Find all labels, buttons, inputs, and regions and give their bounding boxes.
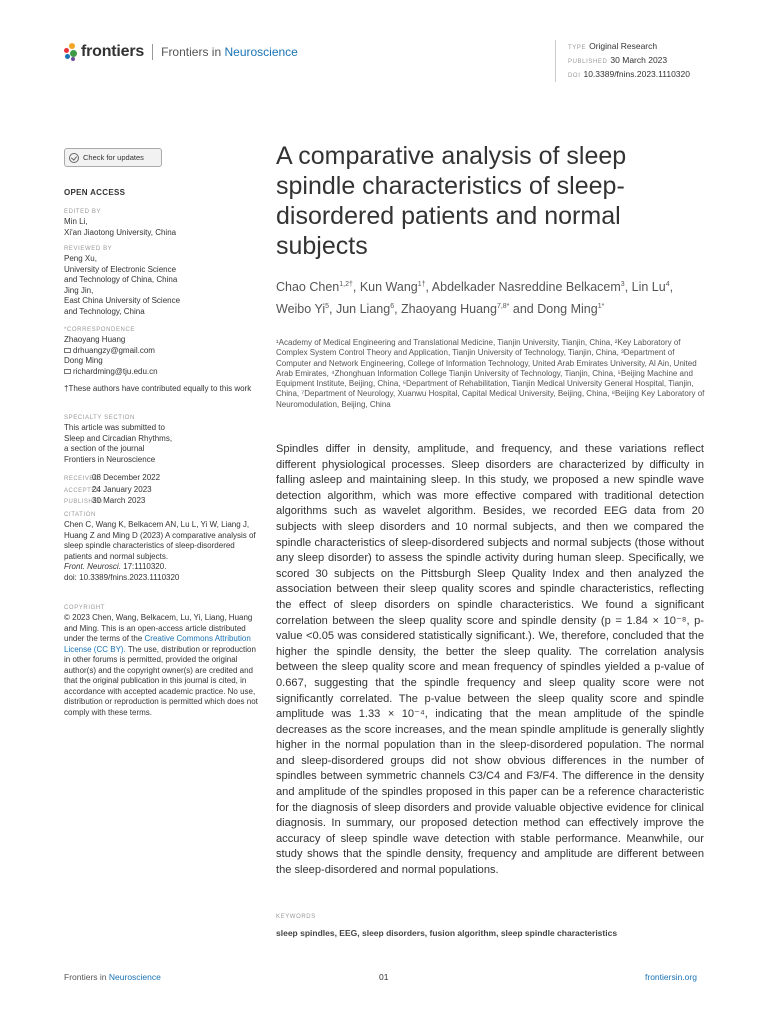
- author-8[interactable]: Dong Ming$^{1*}$: [537, 302, 605, 317]
- cc-by-license-link[interactable]: Creative Commons Attribution License (CC BY).: [64, 634, 251, 654]
- keywords-label: KEYWORDS: [276, 914, 316, 920]
- article-meta: [555, 40, 690, 82]
- author-1[interactable]: Chao Chen$^{1,2\dagger}$: [276, 280, 353, 295]
- correspondence-section: *CORRESPONDENCE Zhaoyang Huang drhuangzy@gmail.com Dong Ming richardming@tju.edu.cn: [64, 327, 158, 376]
- published-label: PUBLISHED: [568, 59, 608, 65]
- check-circle-icon: [69, 153, 79, 163]
- citation-doi[interactable]: doi: 10.3389/fnins.2023.1110320: [64, 572, 180, 582]
- keywords: sleep spindles, EEG, sleep disorders, fusion algorithm, sleep spindle characteristics: [276, 928, 618, 938]
- received-date: 08 December 2022: [92, 473, 161, 482]
- author-5[interactable]: Weibo Yi$^5$: [276, 302, 330, 317]
- frontiers-logo-icon: [64, 43, 78, 61]
- affiliations: ¹Academy of Medical Engineering and Translational Medicine, Tianjin University, Tianjin, China, ²Key Laboratory of Complex System Control Theory and Application, Tianjin University of Technology, Tianjin, China, ³Department of Computer and Network Engineering, College of Information Technology, United Arab Emirates University, Al Ain, United Arab Emirates, ⁴Zhonghuan Information College Tianjin University of Technology, Tianjin, China, ⁵Beijing Machine and Equipment Institute, Beijing, China, ⁶Department of Rehabilitation, Tianjin Medical University General Hospital, Tianjin, China, ⁷Department of Neurology, Xuanwu Hospital, Capital Medical University, Beijing, China, ⁸Beijing Key Laboratory of Neuromodulation, Beijing, China: [276, 338, 705, 409]
- citation-section: CITATION Chen C, Wang K, Belkacem AN, Lu L, Yi W, Liang J, Huang Z and Ming D (2023) A comparative analysis of sleep spindle characteristics of sleep-disordered patients and normal subjects. Front. Neurosci. 17:1110320. doi: 10.3389/fnins.2023.1110320: [64, 511, 260, 583]
- edited-by-section: EDITED BY Min Li, Xi'an Jiaotong University, China: [64, 209, 177, 237]
- check-for-updates-button[interactable]: [64, 148, 162, 167]
- journal-name[interactable]: Frontiers in Neuroscience: [161, 45, 298, 59]
- page-number: 01: [379, 972, 389, 982]
- frontiers-logo[interactable]: [64, 43, 298, 61]
- abstract: Spindles differ in density, amplitude, and frequency, and these variations reflect different physiological processes. Sleep disorders are characterized by difficulty in falling asleep and maintaining sleep. In this study, we proposed a new spindle wave detection algorithm, which was more effective compared with traditional detection algorithms such as wavelet algorithm. Besides, we recorded EEG data from 20 subjects with sleep disorders and 10 normal subjects, and then we compared the spindle characteristics of sleep-disordered subjects and normal subjects (those without any sleep disorder) to assess the spindle activity during human sleep. Specifically, we scored 30 subjects on the Pittsburgh Sleep Quality Index and then analyzed the association between their sleep quality scores and spindle characteristics, reflecting the effect of sleep disorders on spindle characteristics. We found a significant correlation between the sleep quality score and spindle density (p = 1.84 × 10⁻⁸, p-value <0.05 was considered statistically significant.). We, therefore, concluded that the higher the spindle density, the better the sleep quality. The correlation analysis between the sleep quality score and mean frequency of spindles yielded a p-value of 0.667, suggesting that the spindle frequency and sleep quality score were not significantly correlated. The p-value between the sleep quality score and spindle amplitude was 1.33 × 10⁻⁴, indicating that the mean amplitude of the spindle decreases as the score increases, and the mean spindle amplitude is generally slightly higher in the normal population than in the sleep-disordered population. The normal and sleep-disordered groups did not show obvious differences in the number of spindles between symmetric channels C3/C4 and F3/F4. The difference in the density and amplitude of the spindles proposed in this paper can be a reference characteristic for the diagnosis of sleep disorders and provide valuable objective evidence for clinical diagnosis. In summary, our proposed detection method can effectively improve the accuracy of sleep spindle wave detection with stable performance. Meanwhile, our study shows that the spindle density, frequency and amplitude are different between the sleep-disordered and normal populations.: [276, 443, 704, 877]
- author-list: Chao Chen$^{1,2\dagger}$, Kun Wang$^{1\dagger}$, Abdelkader Nasreddine Belkacem$^3$, Lin Lu$^4$, Weibo Yi$^5$, Jun Liang$^6$, Zhaoyang Huang$^{7,8*}$ and Dong Ming$^{1*}$: [276, 280, 674, 317]
- check-updates-label: Check for updates: [83, 153, 144, 162]
- author-2[interactable]: Kun Wang$^{1\dagger}$: [359, 280, 426, 295]
- published-value: 30 March 2023: [610, 55, 668, 65]
- doi-value[interactable]: 10.3389/fnins.2023.1110320: [583, 69, 690, 79]
- open-access: OPEN ACCESS: [64, 188, 126, 197]
- brand-name: frontiers: [81, 43, 145, 60]
- published-date: 30 March 2023: [92, 496, 146, 505]
- footer-site-link[interactable]: frontiersin.org: [645, 972, 697, 982]
- doi-label: DOI: [568, 73, 581, 79]
- reviewed-by-section: REVIEWED BY Peng Xu, University of Electronic Science and Technology of China, China Jing Jin, East China University of Science and Technology, China: [64, 246, 181, 316]
- author-3[interactable]: Abdelkader Nasreddine Belkacem$^3$: [431, 280, 625, 295]
- footer-journal[interactable]: Frontiers in Neuroscience: [64, 972, 161, 982]
- email-link-2[interactable]: richardming@tju.edu.cn: [73, 366, 158, 376]
- accepted-date: 24 January 2023: [92, 484, 152, 494]
- author-6[interactable]: Jun Liang$^6$: [335, 302, 395, 317]
- equal-contribution-note: †These authors have contributed equally to this work: [64, 384, 252, 393]
- email-link-1[interactable]: drhuangzy@gmail.com: [73, 345, 155, 355]
- type-value: Original Research: [589, 41, 658, 51]
- copyright-section: COPYRIGHT © 2023 Chen, Wang, Belkacem, Lu, Yi, Liang, Huang and Ming. This is an open-access article distributed under the terms of the Creative Commons Attribution License (CC BY). The use, distribution or reproduction in other forums is permitted, provided the original author(s) and the copyright owner(s) are credited and that the original publication in this journal is cited, in accordance with accepted academic practice. No use, distribution or reproduction is permitted which does not comply with these terms.: [64, 605, 258, 717]
- mail-icon: [64, 369, 71, 374]
- dates-section: RECEIVED08 December 2022 ACCEPTED24 January 2023 PUBLISHED30 March 2023: [64, 473, 161, 505]
- type-label: TYPE: [568, 45, 587, 51]
- author-7[interactable]: Zhaoyang Huang$^{7,8*}$: [401, 302, 510, 317]
- article-title: A comparative analysis of sleep spindle characteristics of sleep-disordered patients and normal subjects: [276, 142, 627, 260]
- specialty-section: SPECIALTY SECTION This article was submitted to Sleep and Circadian Rhythms, a section of the journal Frontiers in Neuroscience: [64, 415, 173, 464]
- mail-icon: [64, 348, 71, 353]
- author-4[interactable]: Lin Lu$^4$: [631, 280, 670, 295]
- logo-divider: [152, 44, 153, 60]
